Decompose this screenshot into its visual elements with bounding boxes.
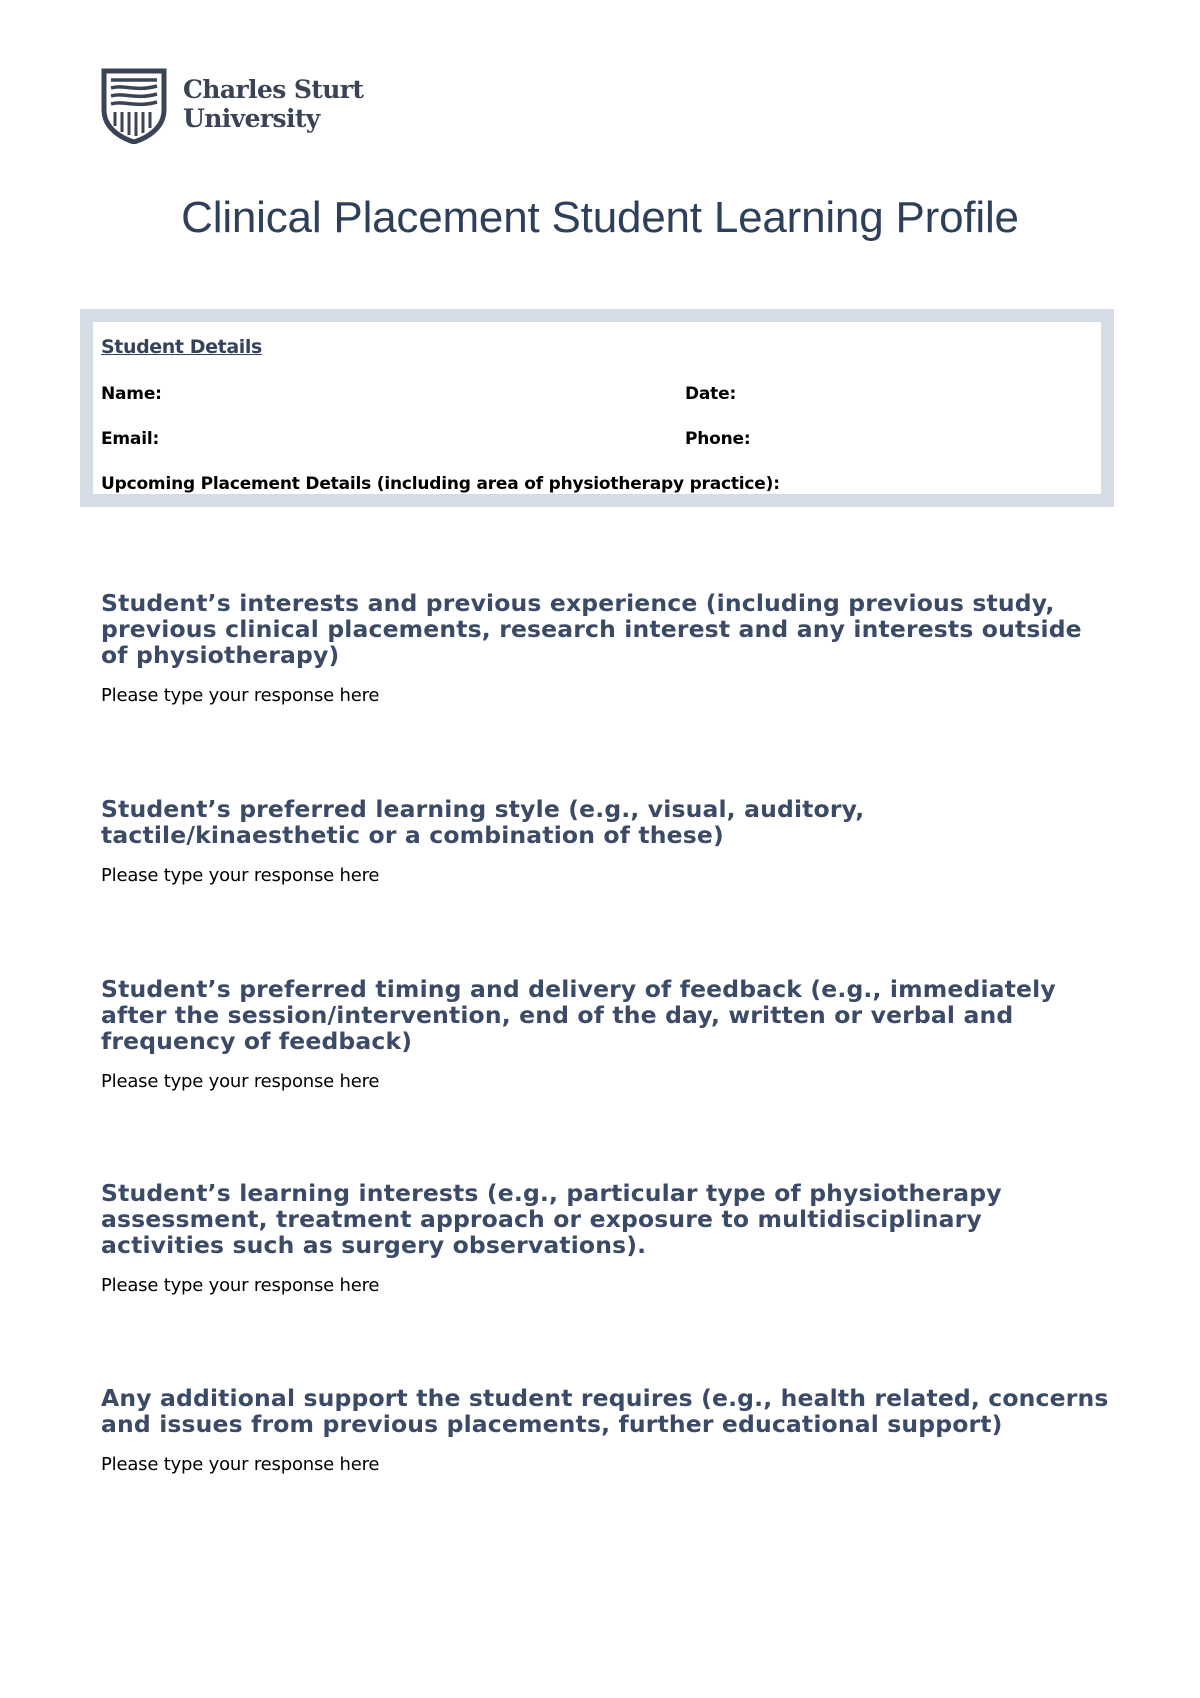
section-interests-experience <box>101 590 1111 706</box>
logo-line-2: University <box>183 104 320 133</box>
logo-wordmark <box>183 75 363 133</box>
upcoming-placement-field-label[interactable]: Upcoming Placement Details (including area of physiotherapy practice): <box>101 474 780 494</box>
section-heading: Student’s learning interests (e.g., particular type of physiotherapy assessment, treatment approach or exposure to multidisciplinary activities such as surgery observations). <box>101 1179 1002 1259</box>
phone-field-label[interactable]: Phone: <box>685 429 751 449</box>
student-details-panel <box>93 322 1101 494</box>
response-field[interactable]: Please type your response here <box>101 865 380 886</box>
date-field-label[interactable]: Date: <box>685 384 737 404</box>
response-field[interactable]: Please type your response here <box>101 1275 380 1296</box>
response-field[interactable]: Please type your response here <box>101 1071 380 1092</box>
section-heading: Student’s interests and previous experience (including previous study, previous clinical placements, research interest and any interests outside of physiotherapy) <box>101 589 1082 669</box>
email-field-label[interactable]: Email: <box>101 429 160 449</box>
document-title: Clinical Placement Student Learning Profile <box>181 193 1019 242</box>
university-logo <box>101 68 381 148</box>
section-additional-support <box>101 1385 1111 1475</box>
student-details-heading: Student Details <box>101 336 262 358</box>
response-field[interactable]: Please type your response here <box>101 685 380 706</box>
section-learning-interests <box>101 1180 1111 1296</box>
student-details-box <box>80 309 1114 507</box>
response-field[interactable]: Please type your response here <box>101 1454 380 1475</box>
shield-crest-icon <box>101 68 167 144</box>
section-feedback-preference <box>101 976 1111 1092</box>
section-heading: Student’s preferred timing and delivery of feedback (e.g., immediately after the session/intervention, end of the day, written or verbal and frequency of feedback) <box>101 975 1056 1055</box>
name-field-label[interactable]: Name: <box>101 384 162 404</box>
logo-line-1: Charles Sturt <box>183 75 364 104</box>
section-heading: Any additional support the student requires (e.g., health related, concerns and issues from previous placements, further educational support) <box>101 1384 1109 1438</box>
section-learning-style <box>101 796 1111 886</box>
section-heading: Student’s preferred learning style (e.g., visual, auditory, tactile/kinaesthetic or a combination of these) <box>101 795 865 849</box>
